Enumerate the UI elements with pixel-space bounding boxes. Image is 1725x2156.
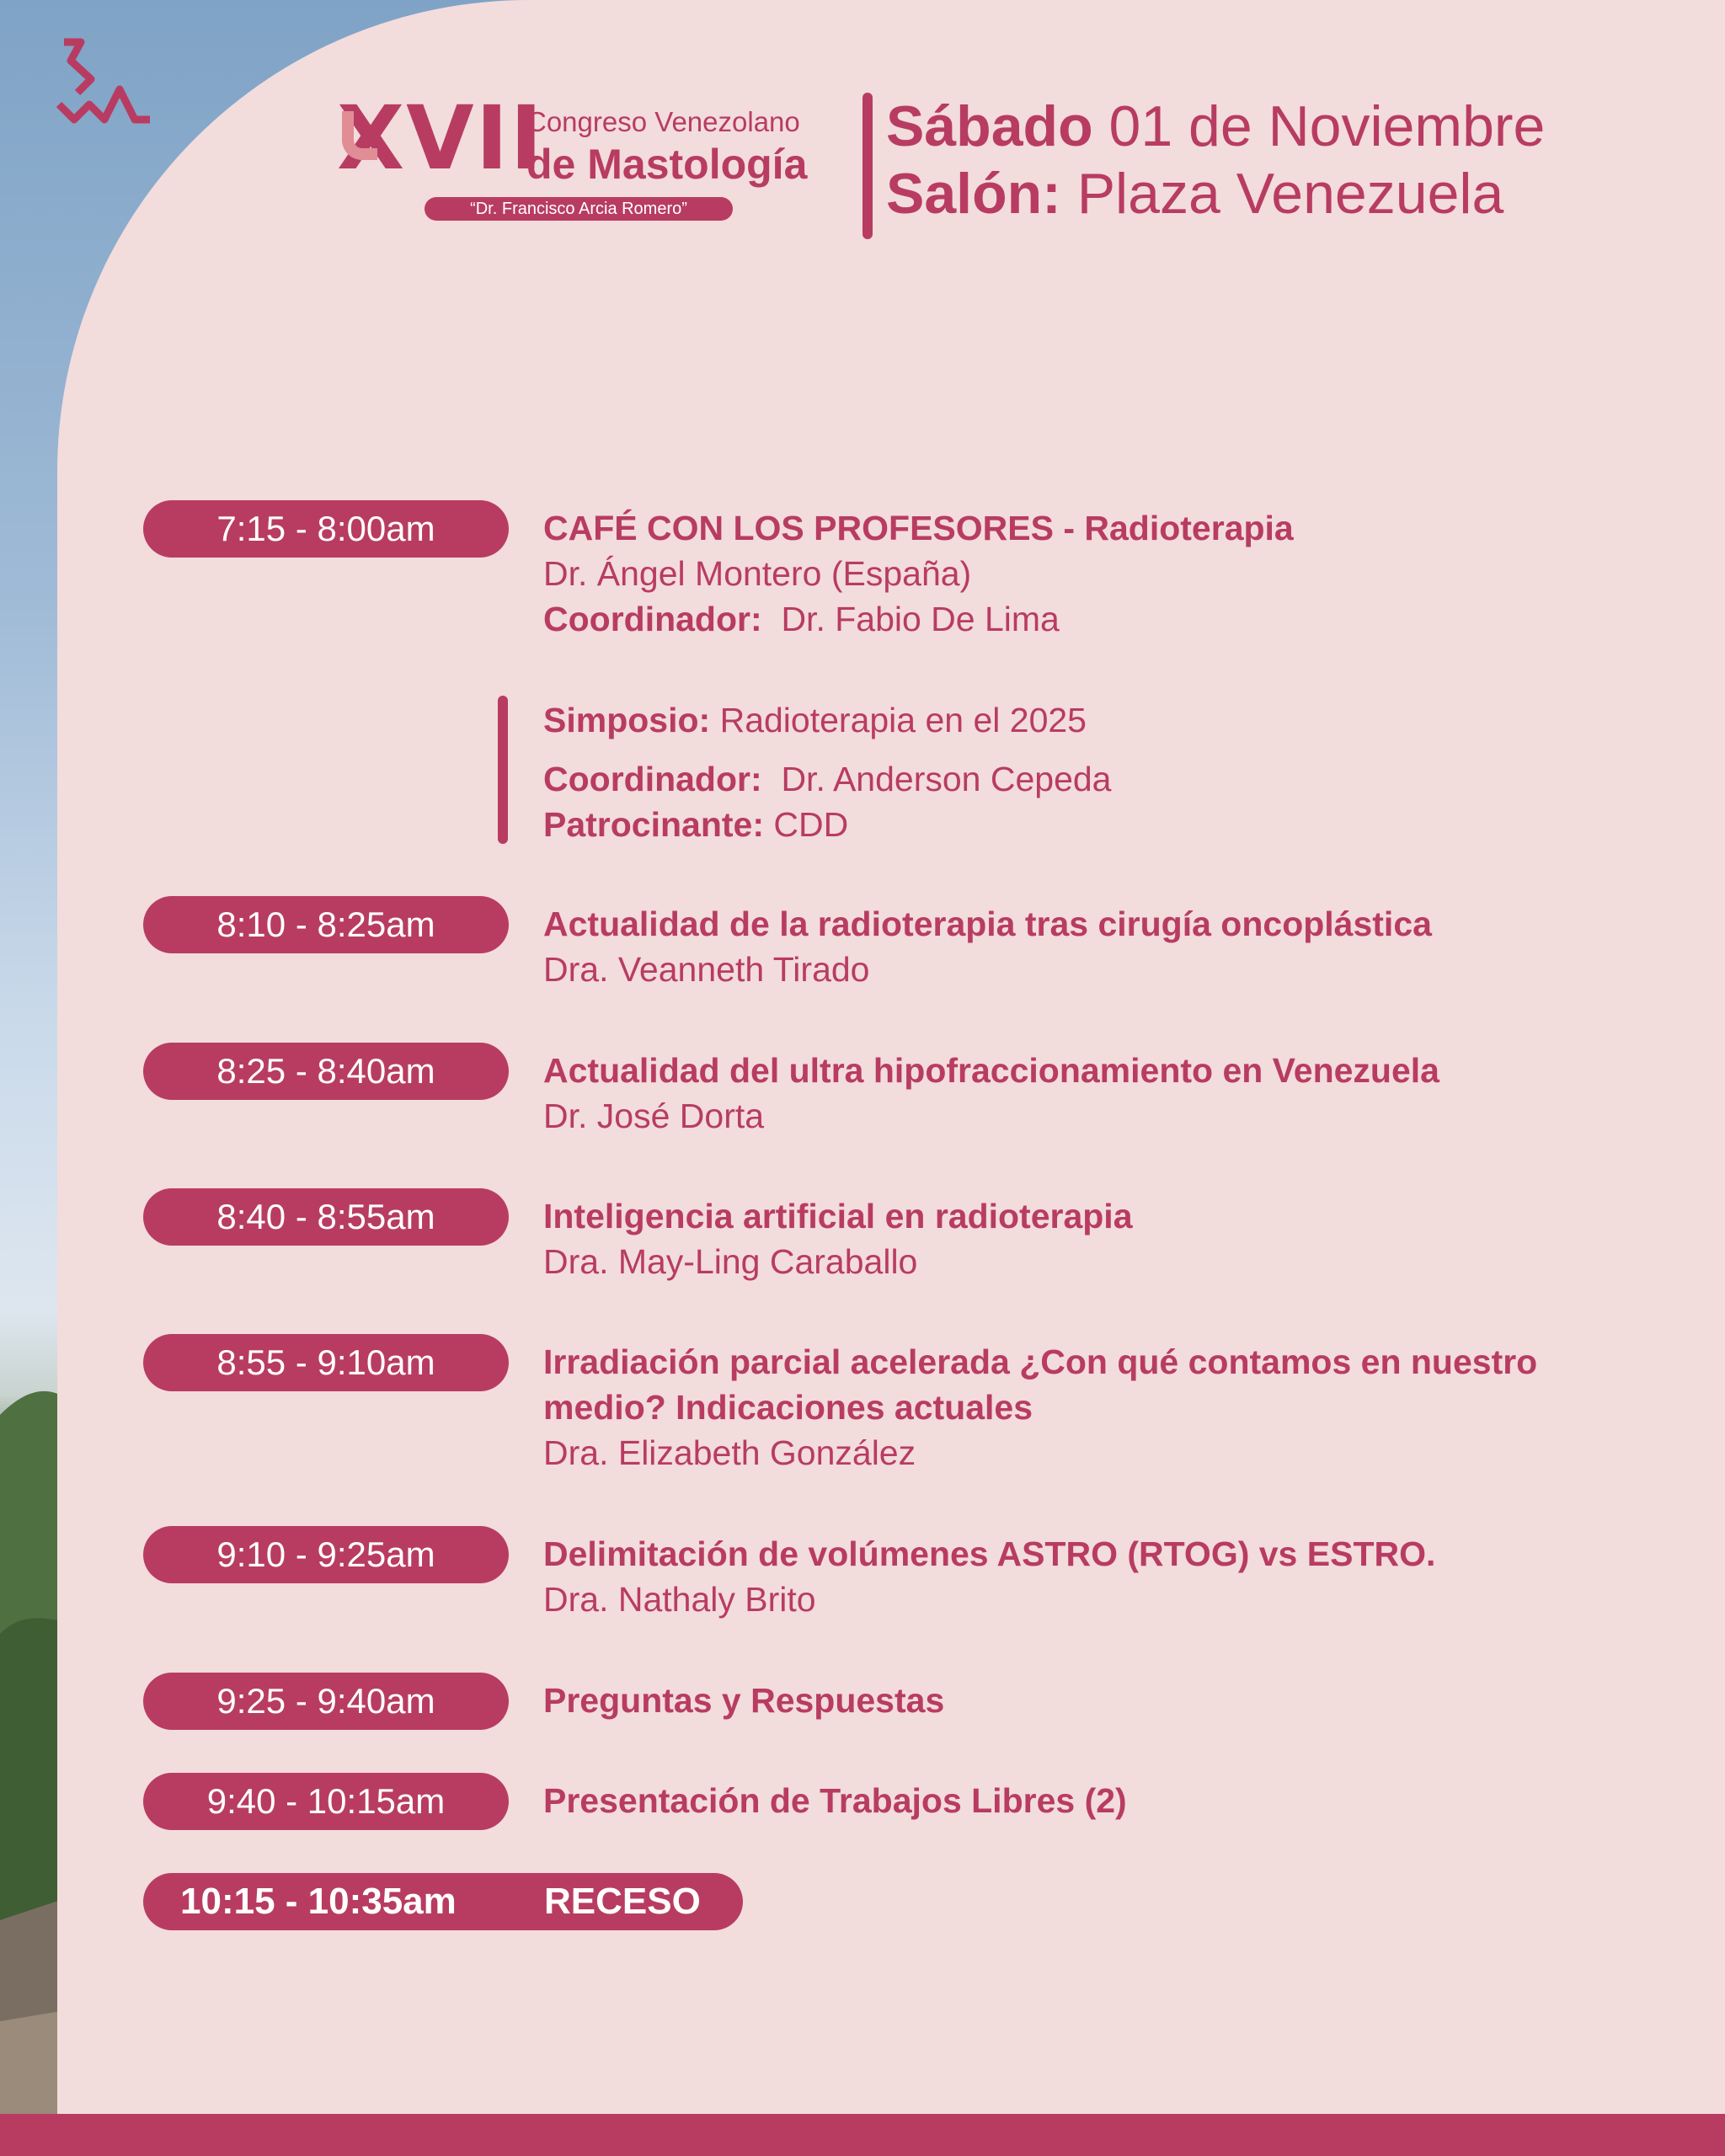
schedule-item [543, 901, 1664, 992]
session-title: Preguntas y Respuestas [543, 1681, 945, 1720]
schedule-item [543, 1339, 1664, 1476]
smv-logo-icon [52, 35, 153, 128]
session-title-line2: medio? Indicaciones actuales [543, 1388, 1033, 1427]
symposium-coordinator [543, 756, 1664, 802]
schedule-item [543, 1678, 1664, 1723]
session-title: Presentación de Trabajos Libres (2) [543, 1781, 1127, 1820]
session-title: Actualidad de la radioterapia tras cirugía oncoplástica [543, 905, 1432, 943]
session-speaker: Dra. May-Ling Caraballo [543, 1242, 918, 1281]
session-coordinator [543, 596, 1664, 642]
session-speaker: Dr. José Dorta [543, 1097, 765, 1135]
sponsor-label: Patrocinante: [543, 805, 764, 844]
header-room-label: Salón: [886, 162, 1061, 226]
session-title: CAFÉ CON LOS PROFESORES - Radioterapia [543, 509, 1294, 547]
schedule-item [543, 1531, 1664, 1622]
symposium-bar [498, 696, 508, 844]
time-pill: 7:15 - 8:00am [143, 500, 509, 558]
time-pill: 9:40 - 10:15am [143, 1773, 509, 1830]
symposium-label: Simposio: [543, 701, 711, 739]
time-pill: 8:55 - 9:10am [143, 1334, 509, 1391]
brand-subtitle: Congreso Venezolano [526, 106, 800, 137]
session-speaker: Dra. Veanneth Tirado [543, 950, 870, 989]
time-pill: 8:25 - 8:40am [143, 1043, 509, 1100]
time-pill: 8:10 - 8:25am [143, 896, 509, 953]
header-divider [862, 93, 873, 239]
header-date [886, 93, 1545, 160]
break-label: RECESO [544, 1881, 701, 1922]
session-title-line1: Irradiación parcial acelerada ¿Con qué contamos en nuestro [543, 1342, 1538, 1381]
break-time: 10:15 - 10:35am [180, 1881, 457, 1922]
schedule-item [543, 505, 1664, 642]
symposium-sponsor [543, 802, 1664, 847]
footer-bar [0, 2114, 1725, 2156]
congress-brand [337, 87, 825, 229]
session-title: Actualidad del ultra hipofraccionamiento en Venezuela [543, 1051, 1439, 1090]
session-speaker: Dra. Nathaly Brito [543, 1580, 816, 1619]
header-room-name: Plaza Venezuela [1076, 162, 1504, 226]
session-speaker: Dra. Elizabeth González [543, 1433, 916, 1472]
coordinator-label: Coordinador: [543, 600, 762, 638]
header-day: Sábado [886, 94, 1093, 158]
time-pill: 9:25 - 9:40am [143, 1673, 509, 1730]
header-room [886, 160, 1545, 227]
schedule-item [543, 1778, 1664, 1823]
symposium-topic [543, 697, 1664, 743]
session-title: Delimitación de volúmenes ASTRO (RTOG) vs ESTRO. [543, 1534, 1436, 1573]
brand-title: de Mastología [526, 141, 808, 188]
session-title: Inteligencia artificial en radioterapia [543, 1197, 1133, 1235]
symposium-topic-text: Radioterapia en el 2025 [719, 701, 1087, 739]
coordinator-label: Coordinador: [543, 760, 762, 798]
time-pill: 8:40 - 8:55am [143, 1188, 509, 1246]
coordinator-name: Dr. Fabio De Lima [781, 600, 1060, 638]
schedule-item [543, 1048, 1664, 1139]
session-speaker: Dr. Ángel Montero (España) [543, 554, 972, 593]
brand-accent-icon [342, 111, 377, 160]
break-pill [143, 1873, 743, 1930]
time-pill: 9:10 - 9:25am [143, 1526, 509, 1583]
symposium-block [543, 697, 1664, 847]
header-date-text: 01 de Noviembre [1108, 94, 1546, 158]
brand-roman-numeral: XVII [337, 87, 545, 189]
sponsor-name: CDD [773, 805, 849, 844]
header-info [886, 93, 1545, 227]
brand-honoree: “Dr. Francisco Arcia Romero” [425, 197, 733, 221]
coordinator-name: Dr. Anderson Cepeda [781, 760, 1112, 798]
schedule-item [543, 1193, 1664, 1284]
